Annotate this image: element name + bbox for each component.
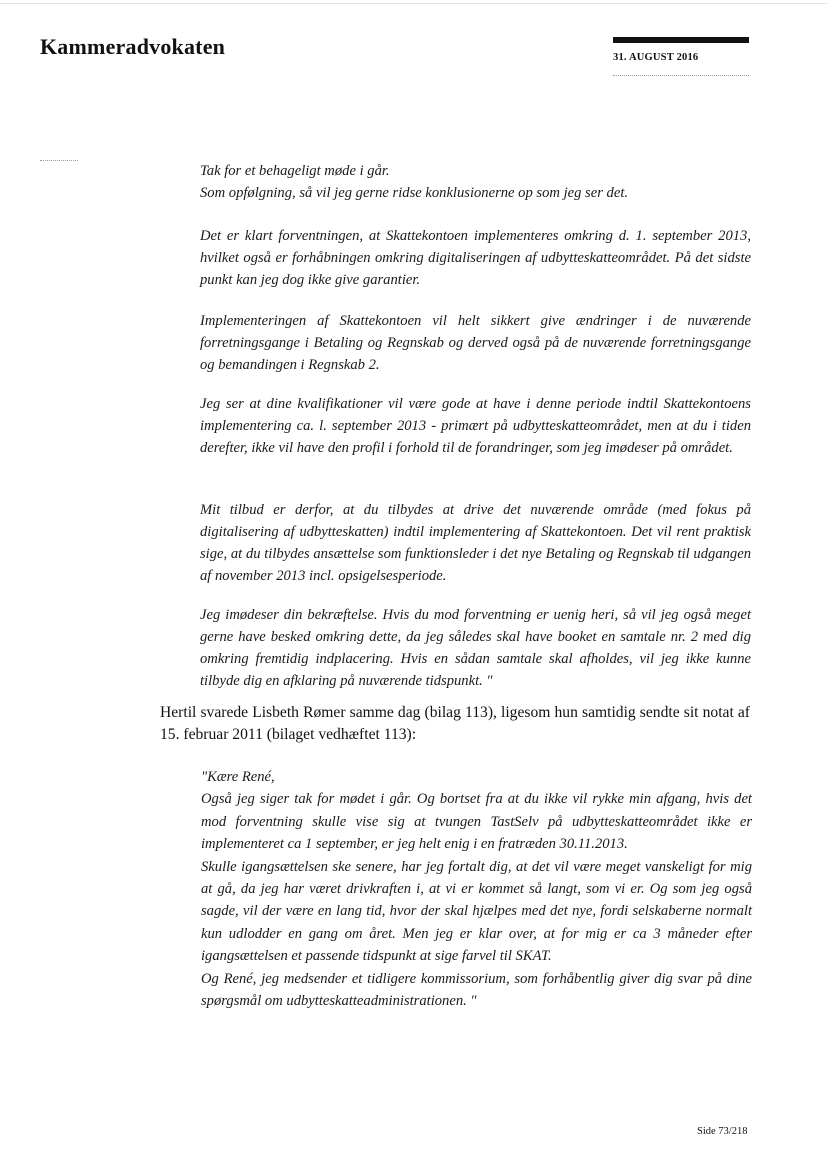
margin-mark	[40, 160, 78, 161]
date-divider	[613, 75, 749, 76]
quote-greeting	[200, 160, 751, 204]
quote-paragraph-2: Implementeringen af Skattekontoen vil helt sikkert give ændringer i de nuværende forretningsgange i Betaling og Regnskab og derved også på de nuværende forretningsgange og bemandingen i Regnskab 2.	[200, 313, 751, 373]
reply-quote	[201, 766, 752, 1012]
quote-greeting-line-2: Som opfølgning, så vil jeg gerne ridse konklusionerne op som jeg ser det.	[200, 185, 629, 201]
top-rule	[0, 3, 828, 4]
page-number: Side 73/218	[697, 1126, 748, 1137]
body-paragraph: Hertil svarede Lisbeth Rømer samme dag (bilag 113), ligesom hun samtidig sendte sit notat af 15. februar 2011 (bilaget vedhæftet 113):	[160, 704, 750, 743]
reply-paragraph-1: Også jeg siger tak for mødet i går. Og bortset fra at du ikke vil rykke min afgang, hvis det mod forventning skulle vise sig at tvungen TastSelv på udbytteskatteområdet ikke er implementeret ca 1 september, er jeg helt enig i en fratræden 30.11.2013.	[201, 791, 752, 853]
quote-paragraph-3: Jeg ser at dine kvalifikationer vil være gode at have i denne periode indtil Skattekontoens implementering ca. l. september 2013 - primært på udbytteskatteområdet, men at du i tiden derefter, ikke vil have den profil i forhold til de forandringer, som jeg imødeser på området.	[200, 396, 751, 456]
quote-greeting-line-1: Tak for et behageligt møde i går.	[200, 163, 390, 179]
document-date: 31. AUGUST 2016	[613, 52, 699, 63]
quote-paragraph-5: Jeg imødeser din bekræftelse. Hvis du mod forventning er uenig heri, så vil jeg også meget gerne have besked omkring dette, da jeg således skal have booket en samtale nr. 2 med dig omkring fremtidig indplacering. Hvis en sådan samtale skal afholdes, vil jeg ikke kunne tilbyde dig en afklaring på nuværende tidspunkt. "	[200, 607, 751, 689]
reply-paragraph-3: Og René, jeg medsender et tidligere kommissorium, som forhåbentlig giver dig svar på dine spørgsmål om udbytteskatteadministrationen. "	[201, 970, 752, 1010]
quote-paragraph-1: Det er klart forventningen, at Skattekontoen implementeres omkring d. 1. september 2013, hvilket også er forhåbningen omkring digitaliseringen af udbytteskatteområdet. På det sidste punkt kan jeg dog ikke give garantier.	[200, 228, 751, 288]
date-bar	[613, 37, 749, 43]
quote-paragraph-4: Mit tilbud er derfor, at du tilbydes at drive det nuværende område (med fokus på digitalisering af udbytteskatten) indtil implementering af Skattekontoen. Det vil rent praktisk sige, at du tilbydes ansættelse som funktionsleder i det nye Betaling og Regnskab til udgangen af november 2013 incl. opsigelsesperiode.	[200, 502, 751, 584]
organization-name: Kammeradvokaten	[40, 34, 226, 59]
reply-greeting: "Kære René,	[201, 769, 275, 785]
reply-paragraph-2: Skulle igangsættelsen ske senere, har jeg fortalt dig, at det vil være meget vanskeligt for mig at gå, da jeg har været drivkraften i, at vi er kommet så langt, som vi er. Og som jeg også sagde, vil der være en lang tid, hvor der skal hjælpes med det nye, fordi selskaberne normalt kun udlodder en gang om året. Men jeg er klar over, at for mig er ca 3 måneder efter igangsættelsen et passende tidspunkt at sige farvel til SKAT.	[201, 858, 752, 965]
